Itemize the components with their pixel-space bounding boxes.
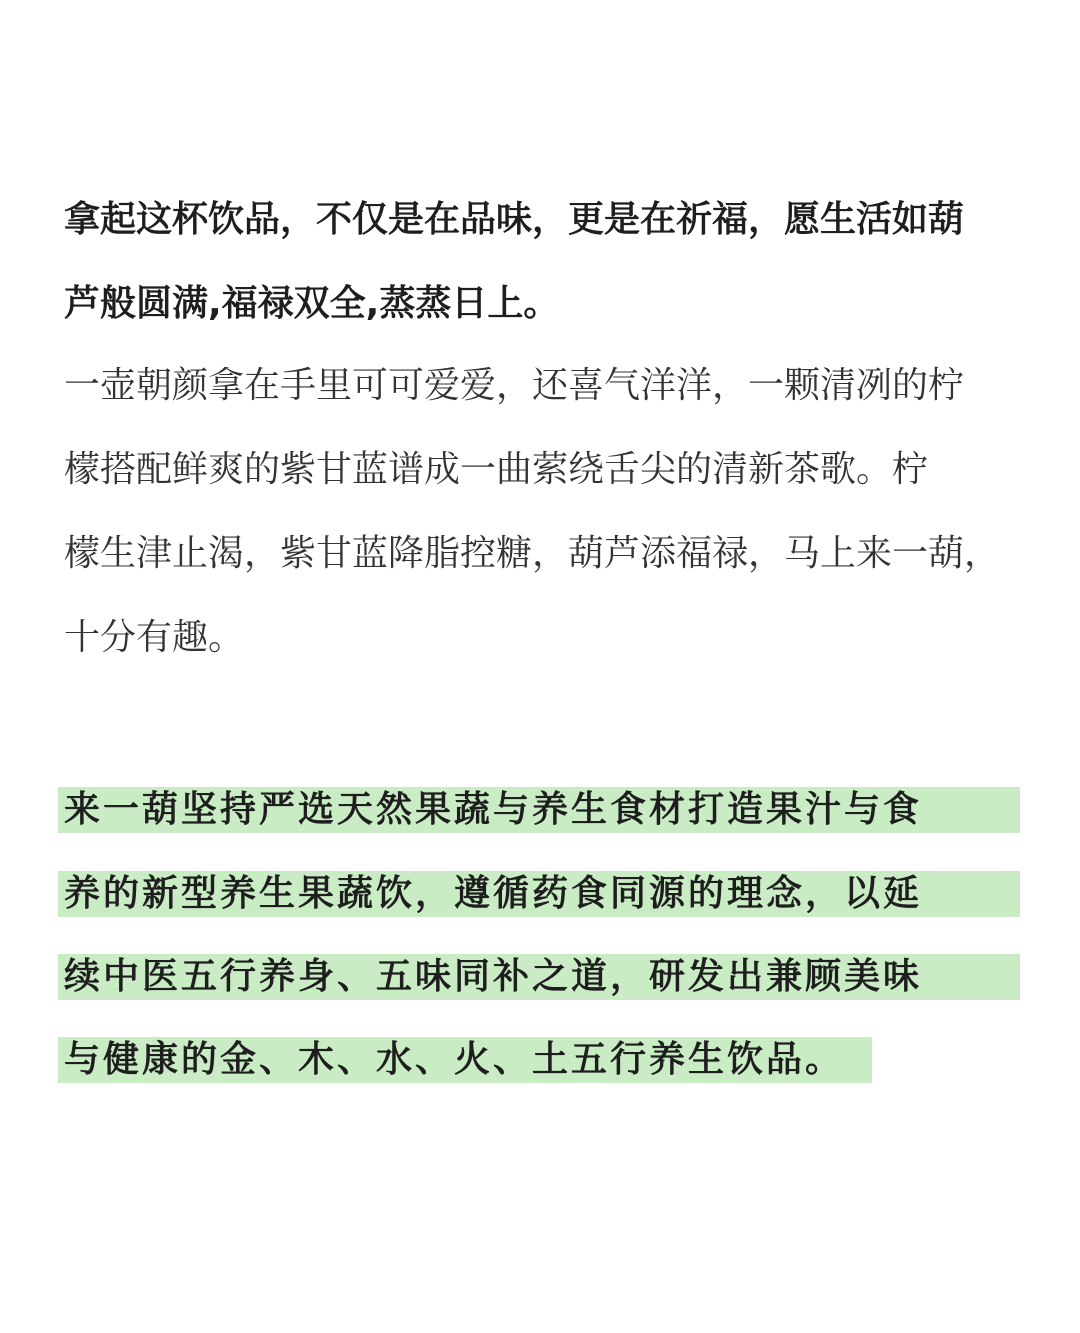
highlight-line-2: 养的新型养生果蔬饮，遵循药食同源的理念，以延 bbox=[64, 873, 923, 914]
description-line-4: 十分有趣。 bbox=[64, 617, 245, 658]
highlight-line-3: 续中医五行养身、五味同补之道，研发出兼顾美味 bbox=[64, 956, 923, 997]
description-line-3: 檬生津止渴，紫甘蓝降脂控糖，葫芦添福禄，马上来一葫， bbox=[64, 533, 1001, 574]
description-line-1: 一壶朝颜拿在手里可可爱爱，还喜气洋洋，一颗清冽的柠 bbox=[64, 365, 965, 406]
intro-line-2: 芦般圆满,福禄双全,蒸蒸日上。 bbox=[64, 283, 560, 324]
highlight-line-1: 来一葫坚持严选天然果蔬与养生食材打造果汁与食 bbox=[64, 789, 923, 830]
highlight-line-4: 与健康的金、木、水、火、土五行养生饮品。 bbox=[64, 1039, 845, 1080]
description-line-2: 檬搭配鲜爽的紫甘蓝谱成一曲萦绕舌尖的清新茶歌。柠 bbox=[64, 449, 929, 490]
intro-line-1: 拿起这杯饮品，不仅是在品味，更是在祈福，愿生活如葫 bbox=[64, 199, 965, 240]
